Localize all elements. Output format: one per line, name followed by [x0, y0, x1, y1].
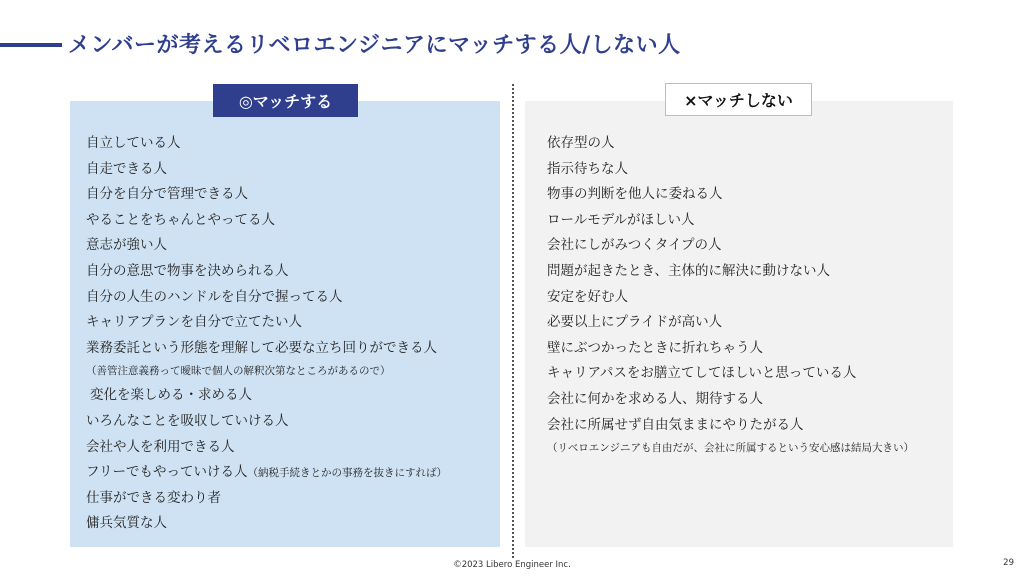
copyright: ©2023 Libero Engineer Inc. [453, 560, 571, 570]
match-item: 自分の人生のハンドルを自分で握ってる人 [86, 288, 343, 305]
nomatch-label: ×マッチしない [665, 83, 812, 116]
dotted-divider [512, 84, 514, 558]
match-item: 傭兵気質な人 [86, 515, 167, 532]
match-item: 自走できる人 [86, 160, 167, 177]
match-item: いろんなことを吸収していける人 [86, 412, 289, 429]
title-accent-line [0, 43, 62, 47]
match-item: 自立している人 [86, 135, 181, 151]
match-item: 自分を自分で管理できる人 [86, 186, 248, 203]
nomatch-item: 会社にしがみつくタイプの人 [547, 237, 722, 254]
match-list [86, 133, 491, 539]
match-item: キャリアプランを自分で立てたい人 [86, 314, 302, 331]
nomatch-list [547, 133, 947, 462]
freelance-note: （納税手続きとかの事務を抜きにすれば） [247, 467, 447, 480]
nomatch-note: （リベロエンジニアも自由だが、会社に所属するという安心感は結局大きい） [547, 442, 915, 455]
nomatch-item: 壁にぶつかったときに折れちゃう人 [547, 339, 763, 356]
nomatch-item: ロールモデルがほしい人 [547, 211, 695, 228]
nomatch-item: 指示待ちな人 [547, 160, 628, 177]
match-item: 意志が強い人 [86, 237, 167, 254]
match-item: 仕事ができる変わり者 [86, 489, 221, 506]
match-item: 変化を楽しめる・求める人 [90, 387, 252, 404]
freelance-item-text: フリーでもやっていける人 [86, 464, 248, 481]
match-label: ◎マッチする [213, 84, 358, 117]
nomatch-item: 必要以上にプライドが高い人 [547, 314, 723, 331]
match-note: （善管注意義務って曖昧で個人の解釈次第なところがあるので） [86, 365, 391, 378]
match-item: 会社や人を利用できる人 [86, 438, 235, 455]
page-number: 29 [1003, 558, 1014, 568]
match-item: やることをちゃんとやってる人 [86, 211, 275, 228]
match-item-freelance [86, 462, 491, 488]
match-item: 自分の意思で物事を決められる人 [86, 262, 289, 279]
nomatch-item: 問題が起きたとき、主体的に解決に動けない人 [547, 262, 830, 279]
match-item: 業務委託という形態を理解して必要な立ち回りができる人 [86, 339, 437, 356]
nomatch-item: 依存型の人 [547, 135, 615, 151]
nomatch-item: 物事の判断を他人に委ねる人 [547, 186, 723, 203]
nomatch-item: 会社に所属せず自由気ままにやりたがる人 [547, 416, 804, 433]
nomatch-item: 安定を好む人 [547, 288, 628, 305]
nomatch-item: キャリアパスをお膳立てしてほしいと思っている人 [547, 365, 857, 382]
page-title: メンバーが考えるリベロエンジニアにマッチする人/しない人 [68, 33, 681, 58]
nomatch-item: 会社に何かを求める人、期待する人 [547, 390, 763, 407]
